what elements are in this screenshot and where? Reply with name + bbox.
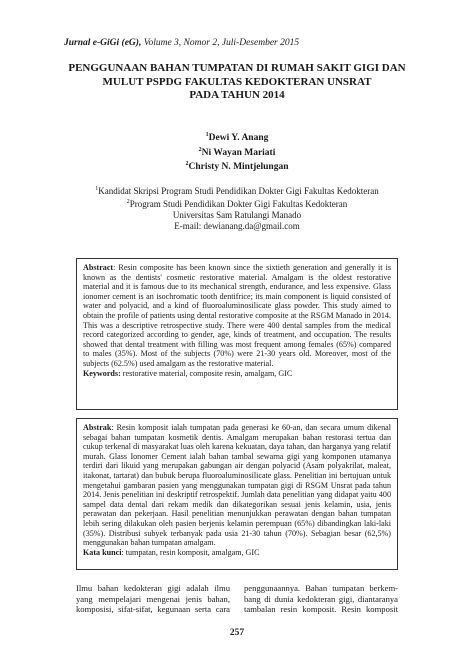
body-line: penggunaannya. Bahan tumpatan berkem- xyxy=(244,583,398,593)
abstract-line: to males (35%). Most of the subjects (70%) were 21-30 years old. Moreover, most of the xyxy=(83,349,391,359)
abstract-line: material and it is famous due to its mechanical strength, endurance, and less expensive. Glass xyxy=(83,282,391,292)
abstract-line: record categorized according to gender, age, kinds of treatment, and occupation. The results xyxy=(83,330,391,340)
abstrak-line: perawatan dan pekerjaan. Hasil penelitian menunjukkan perawatan dengan bahan tumpatan xyxy=(83,509,391,519)
abstract-english-text xyxy=(83,263,391,369)
kata-kunci-text: : tumpatan, resin komposit, amalgam, GIC xyxy=(121,547,260,557)
abstrak-line: menggunakan bahan tumpatan amalgam. xyxy=(83,538,216,548)
abstract-line: obtain the profile of patients using dental restorative composite at the RSGM Manado in 2014. xyxy=(83,310,391,320)
paper-title xyxy=(40,62,434,103)
abstract-english-box xyxy=(76,258,398,410)
body-line: komposisi, sifat-sifat, kegunaan serta cara xyxy=(76,604,230,615)
author xyxy=(40,145,434,160)
journal-header xyxy=(64,38,299,48)
abstract-line: showed that dental treatment with filling was most frequent among females (65%) compared xyxy=(83,339,391,349)
affiliation-sup: 2 xyxy=(126,199,130,205)
abstrak-line xyxy=(83,423,391,433)
journal-issue: Volume 3, Nomor 2, Juli-Desember 2015 xyxy=(141,38,300,48)
affiliations xyxy=(40,184,434,232)
keywords-indonesian xyxy=(83,548,391,559)
title-line: PADA TAHUN 2014 xyxy=(189,89,285,101)
abstrak-label: Abstrak xyxy=(83,423,112,432)
author xyxy=(40,159,434,174)
keywords-text: restorative material, composite resin, amalgam, GIC xyxy=(120,368,293,378)
keywords-label: Keywords: xyxy=(83,368,121,378)
abstract-line: water and polyacid, and a kind of fluoroaluminosilicate glass powder. This study aimed to xyxy=(83,301,391,311)
body-line: yang mempelajari mengenai jenis bahan, xyxy=(76,593,230,604)
abstrak-line: lebih sering dilakukan oleh pasien berjenis kelamin perempuan (65%) dibandingkan laki-laki xyxy=(83,518,391,528)
body-line: Ilmu bahan kedokteran gigi adalah ilmu xyxy=(76,583,230,593)
body-line: bang di dunia kedokteran gigi, diantaranya xyxy=(244,593,398,604)
abstrak-line: mengetahui gambaran pasien yang menggunakan tumpatan gigi di RSGM Unsrat pada tahun xyxy=(83,480,391,490)
affiliation xyxy=(40,197,434,210)
title-line: PENGGUNAAN BAHAN TUMPATAN DI RUMAH SAKIT GIGI DAN xyxy=(68,62,406,74)
abstract-indonesian-text xyxy=(83,423,391,548)
abstract-line: This was a descriptive retrospective study. There were 400 dental samples from the medical xyxy=(83,320,391,330)
author-name: Christy N. Mintjelungan xyxy=(188,162,289,172)
author-name: Ni Wayan Mariati xyxy=(201,147,276,158)
affiliation-text: Kandidat Skripsi Program Studi Pendidikan Dokter Gigi Fakultas Kedokteran xyxy=(98,186,379,196)
abstract-label: Abstract xyxy=(83,263,114,272)
abstract-indonesian-box xyxy=(76,418,398,570)
author-name: Dewi Y. Anang xyxy=(208,133,269,143)
body-line: tambalan resin komposit. Resin komposit xyxy=(244,604,398,615)
author xyxy=(40,130,434,145)
kata-kunci-label: Kata kunci xyxy=(83,547,122,557)
affiliation-sup: 1 xyxy=(95,186,99,192)
keywords-english xyxy=(83,369,391,380)
abstract-line: known as the dentists' cosmetic restorative material. Amalgam is the oldest restorative xyxy=(83,272,391,282)
abstract-line xyxy=(83,263,391,273)
abstrak-line: itakonat, tartarat) dan bubuk berupa fluoroaluminosilicate glass. Penelitian ini bertujuan untuk xyxy=(83,470,391,480)
abstrak-line-text: : Resin komposit ialah tumpatan pada generasi ke 60-an, dan secara umum dikenal xyxy=(111,423,391,432)
affiliation: Universitas Sam Ratulangi Manado xyxy=(172,210,302,220)
body-column-left xyxy=(76,583,230,615)
author-sup: 1 xyxy=(205,132,209,138)
abstrak-line: terdiri dari likuid yang merupakan gabungan air dengan polyacid (Asam polyakrilat, maleat, xyxy=(83,461,391,471)
author-sup: 2 xyxy=(185,161,189,167)
abstract-line: ionomer cement is an isochromatic tooth dentifrice; its main component is liquid consisted of xyxy=(83,291,391,301)
journal-name: Jurnal e-GiGi (eG), xyxy=(64,38,142,48)
abstrak-line: (35%). Distribusi subyek terbanyak pada usia 21-30 tahun (70%). Sebagian besar (62,5%) xyxy=(83,528,391,538)
affiliation-text: Program Studi Pendidikan Dokter Gigi Fakultas Kedokteran xyxy=(129,199,348,209)
affiliation xyxy=(40,184,434,197)
abstrak-line: sampel data dental dari rekam medik dan dikategorikan sesuai jenis kelamin, usia, jenis xyxy=(83,499,391,509)
body-column-right xyxy=(244,583,398,615)
author-sup: 2 xyxy=(198,146,202,153)
affiliation-email: E-mail: dewianang.da@gmail.com xyxy=(174,221,300,231)
abstrak-line: murah. Glass Ionomer Cement ialah bahan tambal sewarna gigi yang komponen utamanya xyxy=(83,451,391,461)
title-line: MULUT PSPDG FAKULTAS KEDOKTERAN UNSRAT xyxy=(102,75,372,88)
abstract-line: subjects (62.5%) used amalgam as the restorative material. xyxy=(83,358,274,368)
abstrak-line: sebagai bahan tumpatan kosmetik dentis. Amalgam merupakan bahan restorasi tertua dan xyxy=(83,432,391,442)
page-number: 257 xyxy=(229,628,245,638)
abstract-line-text: : Resin composite has been known since the sixtieth generation and generally it is xyxy=(113,263,391,272)
abstrak-line: 2014. Jenis penelitian ini deskriptif retrospektif. Jumlah data penelitian yang didapat yaitu 400 xyxy=(83,490,391,500)
abstrak-line: cukup terkenal di masyarakat luas oleh karena kekuatan, daya tahan, dan harganya yang relatif xyxy=(83,442,391,452)
author-list xyxy=(40,130,434,174)
